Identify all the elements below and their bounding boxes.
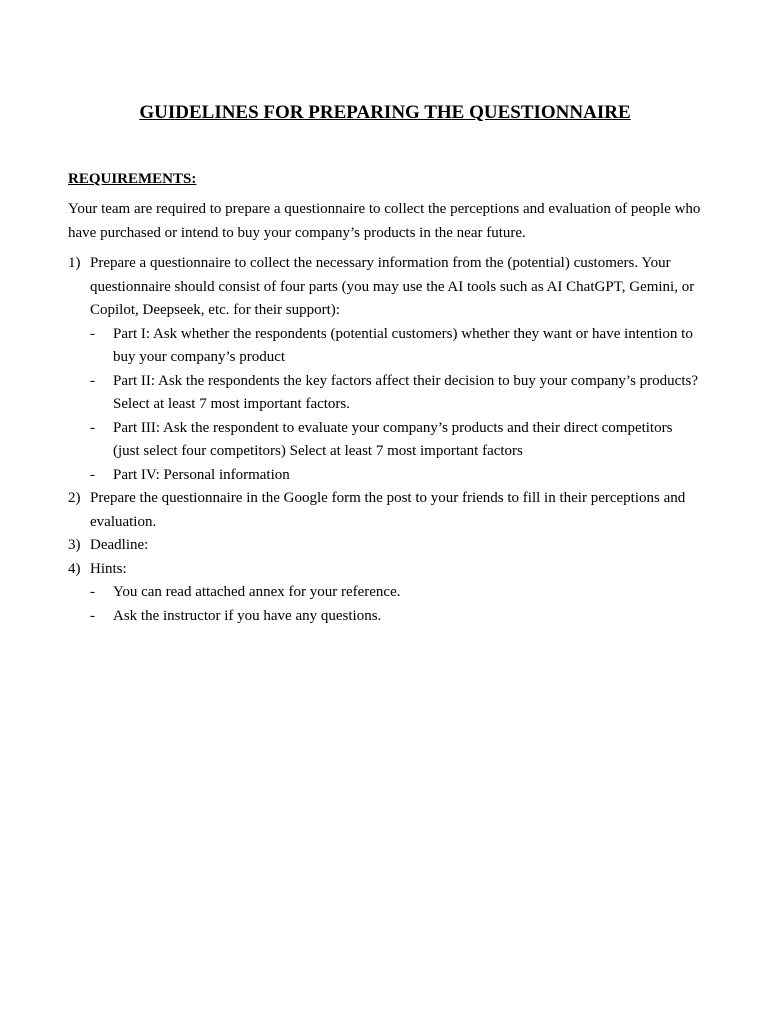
list-number: 1) [68, 255, 81, 271]
sub-list-item-text: Part III: Ask the respondent to evaluate your company’s products and their direct competitors (just select four competitors) Select at least 7 most important factors [113, 419, 673, 459]
dash-bullet: - [90, 466, 95, 483]
dash-bullet: - [90, 419, 95, 436]
list-item [68, 487, 702, 534]
sub-list [90, 581, 702, 628]
sub-list-item-text: Part I: Ask whether the respondents (potential customers) whether they want or have intention to buy your company’s product [113, 325, 693, 365]
sub-list [90, 323, 702, 488]
list-item-text: Hints: [90, 560, 127, 577]
sub-list-item-text: You can read attached annex for your reference. [113, 584, 401, 600]
list-item [68, 534, 702, 558]
sub-list-item-text: Part IV: Personal information [113, 466, 290, 483]
sub-list-item [90, 464, 702, 488]
document-title: GUIDELINES FOR PREPARING THE QUESTIONNAIRE [139, 102, 631, 123]
sub-list-item [90, 370, 702, 417]
sub-list-item [90, 323, 702, 370]
dash-bullet: - [90, 372, 95, 389]
list-number: 2) [68, 490, 81, 506]
requirements-list [68, 252, 702, 628]
list-item [68, 558, 702, 629]
sub-list-item-text: Part II: Ask the respondents the key factors affect their decision to buy your company’s products? Select at least 7 most important factors. [113, 372, 698, 412]
list-item-text: Prepare the questionnaire in the Google form the post to your friends to fill in their perceptions and evaluation. [90, 490, 686, 530]
sub-list-item [90, 417, 702, 464]
intro-paragraph: Your team are required to prepare a questionnaire to collect the perceptions and evaluation of people who have purchased or intend to buy your company’s products in the near future. [68, 201, 701, 241]
sub-list-item [90, 605, 702, 629]
dash-bullet: - [90, 325, 95, 342]
dash-bullet: - [90, 607, 95, 624]
list-number: 4) [68, 560, 81, 577]
sub-list-item-text: Ask the instructor if you have any questions. [113, 607, 382, 624]
list-item [68, 252, 702, 487]
sub-list-item [90, 581, 702, 605]
list-number: 3) [68, 537, 81, 553]
list-item-text: Deadline: [90, 537, 149, 553]
list-item-text: Prepare a questionnaire to collect the necessary information from the (potential) customers. Your questionnaire should consist of four parts (you may use the AI tools such as AI ChatGPT, Gemini, or Copilot, Deepseek, etc. for their support): [90, 255, 695, 318]
requirements-heading: REQUIREMENTS: [68, 171, 197, 187]
dash-bullet: - [90, 584, 95, 600]
